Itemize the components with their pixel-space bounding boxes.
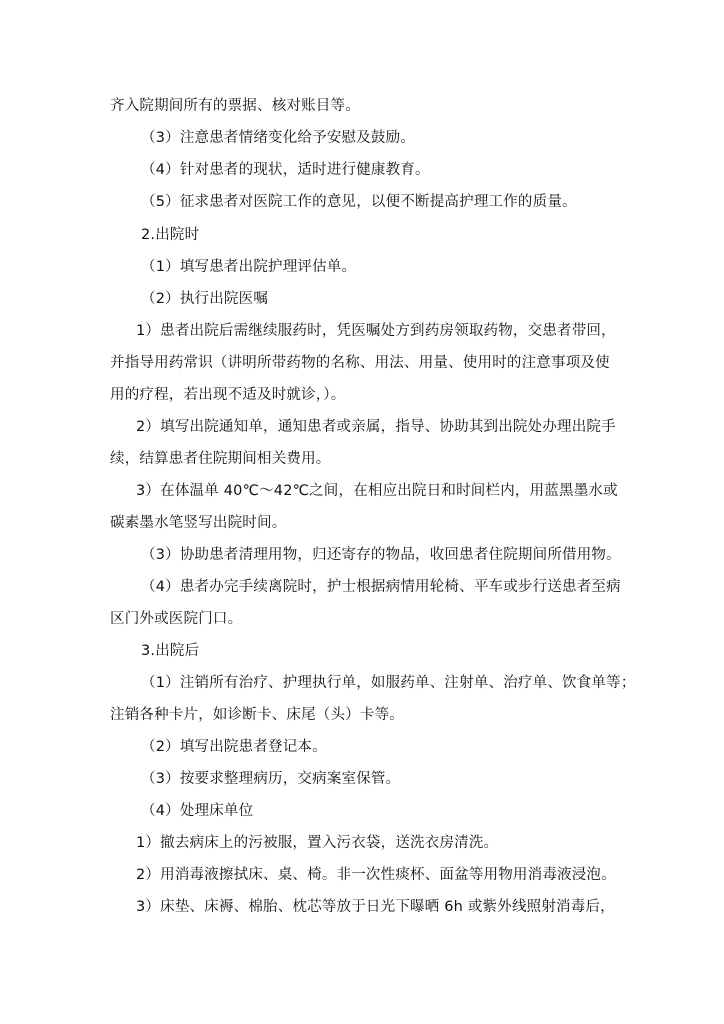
text-line: 注销各种卡片，如诊断卡、床尾（头）卡等。 bbox=[110, 707, 404, 723]
text-line: 齐入院期间所有的票据、核对账目等。 bbox=[110, 98, 360, 114]
text-line: 3）床垫、床褥、棉胎、枕芯等放于日光下曝晒 6h 或紫外线照射消毒后， bbox=[136, 899, 615, 915]
text-line: 用的疗程，若出现不适及时就诊，）。 bbox=[110, 387, 346, 403]
text-line: （4）针对患者的现状，适时进行健康教育。 bbox=[141, 162, 430, 178]
text-line: （5）征求患者对医院工作的意见，以便不断提高护理工作的质量。 bbox=[141, 194, 577, 210]
text-line: 碳素墨水笔竖写出院时间。 bbox=[110, 515, 287, 531]
text-line: （1）填写患者出院护理评估单。 bbox=[141, 259, 357, 275]
text-line: 2）填写出院通知单，通知患者或亲属，指导、协助其到出院处办理出院手 bbox=[136, 419, 616, 435]
text-line: 并指导用药常识（讲明所带药物的名称、用法、用量、使用时的注意事项及使 bbox=[110, 355, 610, 371]
text-line: （3）协助患者清理用物，归还寄存的物品，收回患者住院期间所借用物。 bbox=[141, 547, 621, 563]
text-line: （2）执行出院医嘱 bbox=[141, 291, 269, 307]
text-line: 3）在体温单 40℃～42℃之间，在相应出院日和时间栏内，用蓝黑墨水或 bbox=[136, 483, 618, 499]
text-line: （1）注销所有治疗、护理执行单，如服药单、注射单、治疗单、饮食单等； bbox=[141, 675, 636, 691]
text-line: 续，结算患者住院期间相关费用。 bbox=[110, 451, 331, 467]
text-line: 1）撤去病床上的污被服，置入污衣袋，送洗衣房清洗。 bbox=[136, 835, 499, 851]
text-line: （2）填写出院患者登记本。 bbox=[141, 739, 327, 755]
section-heading: 3.出院后 bbox=[141, 643, 200, 659]
text-line: （3）按要求整理病历，交病案室保管。 bbox=[141, 771, 401, 787]
text-line: 1）患者出院后需继续服药时，凭医嘱处方到药房领取药物，交患者带回， bbox=[136, 323, 616, 339]
text-line: （4）患者办完手续离院时，护士根据病情用轮椅、平车或步行送患者至病 bbox=[141, 579, 621, 595]
section-heading: 2.出院时 bbox=[141, 227, 200, 243]
text-line: 区门外或医院门口。 bbox=[110, 611, 243, 627]
text-line: （4）处理床单位 bbox=[141, 803, 254, 819]
text-line: 2）用消毒液擦拭床、桌、椅。非一次性痰杯、面盆等用物用消毒液浸泡。 bbox=[136, 867, 616, 883]
text-line: （3）注意患者情绪变化给予安慰及鼓励。 bbox=[141, 130, 416, 146]
